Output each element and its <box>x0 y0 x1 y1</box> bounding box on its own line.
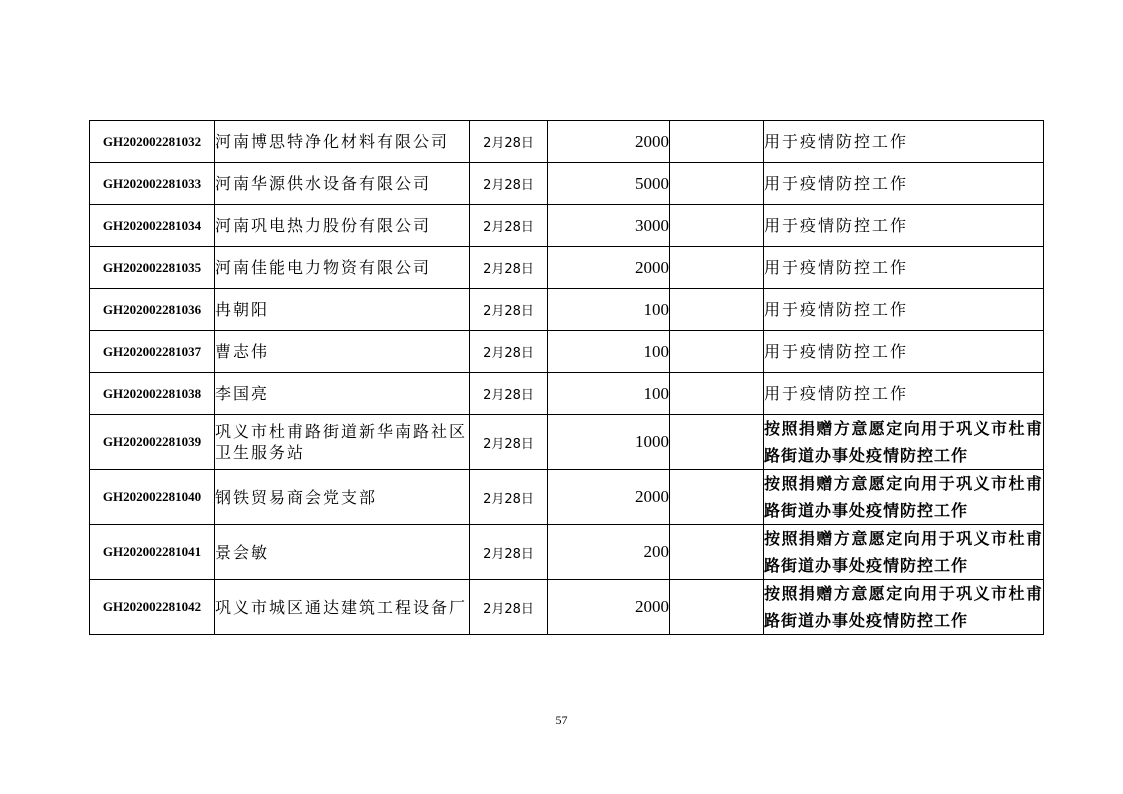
donor-name-cell: 钢铁贸易商会党支部 <box>215 470 470 525</box>
donation-amount-cell: 200 <box>548 525 670 580</box>
donor-name-cell: 河南华源供水设备有限公司 <box>215 163 470 205</box>
donation-amount-cell: 2000 <box>548 121 670 163</box>
donation-date-cell: 2月28日 <box>470 580 548 635</box>
donation-amount-cell: 3000 <box>548 205 670 247</box>
donation-use-cell: 按照捐赠方意愿定向用于巩义市杜甫路街道办事处疫情防控工作 <box>764 470 1044 525</box>
donor-name-cell: 巩义市城区通达建筑工程设备厂 <box>215 580 470 635</box>
donor-name-cell: 河南博思特净化材料有限公司 <box>215 121 470 163</box>
empty-cell <box>670 525 764 580</box>
donor-name-cell: 冉朝阳 <box>215 289 470 331</box>
donation-amount-cell: 100 <box>548 373 670 415</box>
donation-amount-cell: 1000 <box>548 415 670 470</box>
empty-cell <box>670 289 764 331</box>
empty-cell <box>670 121 764 163</box>
empty-cell <box>670 163 764 205</box>
table-row <box>90 580 1044 635</box>
empty-cell <box>670 331 764 373</box>
donation-use-cell: 用于疫情防控工作 <box>764 205 1044 247</box>
donation-use-cell: 用于疫情防控工作 <box>764 289 1044 331</box>
donation-id-cell: GH202002281038 <box>90 373 215 415</box>
empty-cell <box>670 373 764 415</box>
table-row <box>90 289 1044 331</box>
donation-amount-cell: 2000 <box>548 247 670 289</box>
table-row <box>90 163 1044 205</box>
donor-name-cell: 李国亮 <box>215 373 470 415</box>
table-row <box>90 525 1044 580</box>
donation-id-cell: GH202002281033 <box>90 163 215 205</box>
table-row <box>90 373 1044 415</box>
table-row <box>90 205 1044 247</box>
donation-date-cell: 2月28日 <box>470 331 548 373</box>
donation-table <box>89 120 1044 635</box>
table-row <box>90 121 1044 163</box>
empty-cell <box>670 580 764 635</box>
donor-name-cell: 河南佳能电力物资有限公司 <box>215 247 470 289</box>
table-row <box>90 470 1044 525</box>
donation-id-cell: GH202002281034 <box>90 205 215 247</box>
donation-use-cell: 用于疫情防控工作 <box>764 247 1044 289</box>
empty-cell <box>670 415 764 470</box>
table-row <box>90 331 1044 373</box>
donation-id-cell: GH202002281041 <box>90 525 215 580</box>
donation-amount-cell: 2000 <box>548 470 670 525</box>
donation-amount-cell: 2000 <box>548 580 670 635</box>
donation-date-cell: 2月28日 <box>470 525 548 580</box>
donor-name-cell: 巩义市杜甫路街道新华南路社区卫生服务站 <box>215 415 470 470</box>
table-row <box>90 247 1044 289</box>
donation-amount-cell: 100 <box>548 289 670 331</box>
donation-date-cell: 2月28日 <box>470 121 548 163</box>
donation-use-cell: 按照捐赠方意愿定向用于巩义市杜甫路街道办事处疫情防控工作 <box>764 580 1044 635</box>
donation-id-cell: GH202002281039 <box>90 415 215 470</box>
donation-amount-cell: 5000 <box>548 163 670 205</box>
donation-date-cell: 2月28日 <box>470 289 548 331</box>
donation-id-cell: GH202002281037 <box>90 331 215 373</box>
donation-amount-cell: 100 <box>548 331 670 373</box>
donation-use-cell: 按照捐赠方意愿定向用于巩义市杜甫路街道办事处疫情防控工作 <box>764 525 1044 580</box>
donation-date-cell: 2月28日 <box>470 247 548 289</box>
donation-date-cell: 2月28日 <box>470 415 548 470</box>
donation-use-cell: 按照捐赠方意愿定向用于巩义市杜甫路街道办事处疫情防控工作 <box>764 415 1044 470</box>
donation-id-cell: GH202002281035 <box>90 247 215 289</box>
donation-use-cell: 用于疫情防控工作 <box>764 121 1044 163</box>
table-row <box>90 415 1044 470</box>
donation-id-cell: GH202002281032 <box>90 121 215 163</box>
donation-id-cell: GH202002281036 <box>90 289 215 331</box>
page-number: 57 <box>555 713 568 727</box>
donor-name-cell: 河南巩电热力股份有限公司 <box>215 205 470 247</box>
donation-id-cell: GH202002281042 <box>90 580 215 635</box>
donation-date-cell: 2月28日 <box>470 373 548 415</box>
empty-cell <box>670 205 764 247</box>
donor-name-cell: 景会敏 <box>215 525 470 580</box>
empty-cell <box>670 470 764 525</box>
donation-date-cell: 2月28日 <box>470 470 548 525</box>
donation-id-cell: GH202002281040 <box>90 470 215 525</box>
donor-name-cell: 曹志伟 <box>215 331 470 373</box>
empty-cell <box>670 247 764 289</box>
donation-date-cell: 2月28日 <box>470 205 548 247</box>
donation-use-cell: 用于疫情防控工作 <box>764 163 1044 205</box>
donation-date-cell: 2月28日 <box>470 163 548 205</box>
donation-table-body <box>90 121 1044 635</box>
donation-use-cell: 用于疫情防控工作 <box>764 373 1044 415</box>
donation-use-cell: 用于疫情防控工作 <box>764 331 1044 373</box>
